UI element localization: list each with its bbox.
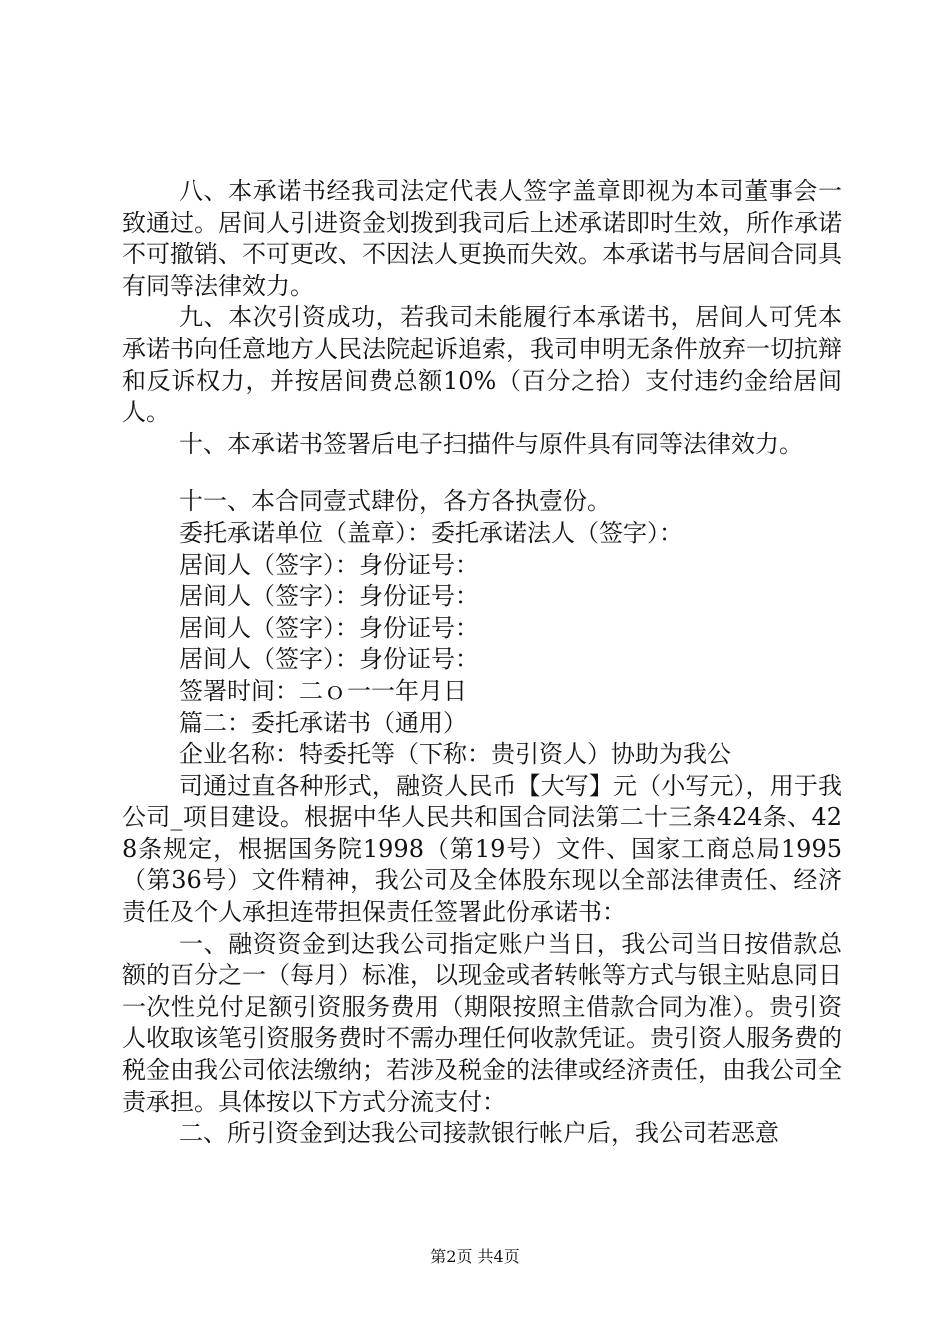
paragraph-two: 二、所引资金到达我公司接款银行帐户后，我公司若恶意 [179, 1119, 779, 1148]
signature-intermediary-4: 居间人（签字）：身份证号： [179, 645, 479, 674]
document-body [122, 176, 842, 1150]
signature-intermediary-3: 居间人（签字）：身份证号： [179, 613, 479, 642]
company-name-line: 企业名称：特委托等（下称：贵引资人）协助为我公 [179, 740, 731, 769]
paragraph-financing-purpose: 司通过直各种形式，融资人民币【大写】元（小写元），用于我公司_项目建设。根据中华人民共和国合同法第二十三条424条、428条规定，根据国务院1998（第19号）文件、国家工商总局1995（第36号）文件精神，我公司及全体股东现以全部法律责任、经济责任及个人承担连带担保责任签署此份承诺书： [122, 771, 842, 927]
page-footer: 第2页 共4页 [430, 1247, 520, 1266]
signing-date: 签署时间：二ｏ一一年月日 [179, 676, 467, 705]
paragraph-eight: 八、本承诺书经我司法定代表人签字盖章即视为本司董事会一致通过。居间人引进资金划拨到我司后上述承诺即时生效，所作承诺不可撤销、不可更改、不因法人更换而失效。本承诺书与居间合同具有同等法律效力。 [122, 177, 842, 300]
paragraph-ten: 十、本承诺书签署后电子扫描件与原件具有同等法律效力。 [179, 429, 803, 458]
section-gap [122, 460, 842, 486]
signature-intermediary-2: 居间人（签字）：身份证号： [179, 582, 479, 611]
signature-entrusting-unit: 委托承诺单位（盖章）：委托承诺法人（签字）： [179, 518, 683, 547]
paragraph-one: 一、融资资金到达我公司指定账户当日，我公司当日按借款总额的百分之一（每月）标准，以现金或者转帐等方式与银主贴息同日一次性兑付足额引资服务费用（期限按照主借款合同为准）。贵引资人收取该笔引资服务费时不需办理任何收款凭证。贵引资人服务费的税金由我公司依法缴纳；若涉及税金的法律或经济责任，由我公司全责承担。具体按以下方式分流支付： [122, 929, 842, 1116]
paragraph-eleven: 十一、本合同壹式肆份，各方各执壹份。 [179, 487, 611, 516]
section-two-title: 篇二：委托承诺书（通用） [179, 708, 467, 737]
paragraph-nine: 九、本次引资成功，若我司未能履行本承诺书，居间人可凭本承诺书向任意地方人民法院起诉追索，我司申明无条件放弃一切抗辩和反诉权力，并按居间费总额10%（百分之拾）支付违约金给居间人。 [122, 303, 842, 427]
signature-intermediary-1: 居间人（签字）：身份证号： [179, 550, 479, 579]
